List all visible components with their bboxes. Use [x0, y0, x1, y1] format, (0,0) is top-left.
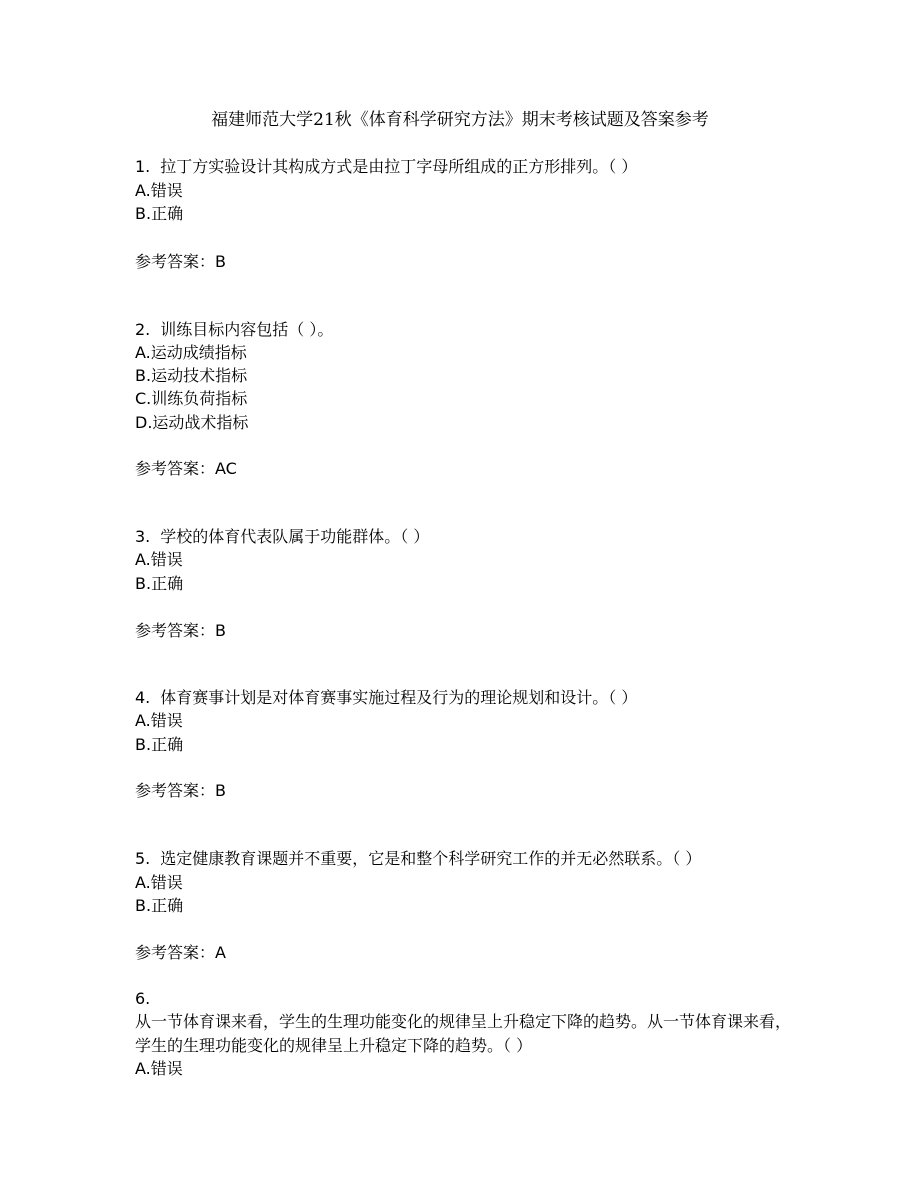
question-text: 体育赛事计划是对体育赛事实施过程及行为的理论规划和设计。（ ） — [160, 688, 638, 707]
question-1-stem — [135, 155, 637, 179]
question-1-answer — [135, 250, 226, 274]
answer-label: 参考答案： — [135, 943, 216, 962]
question-1-option-b: B.正确 — [135, 204, 184, 223]
question-number: 4. — [135, 688, 151, 707]
question-2-option-c: C.训练负荷指标 — [135, 389, 248, 408]
question-2-answer — [135, 457, 237, 481]
question-4-answer — [135, 779, 226, 803]
question-4-stem — [135, 686, 637, 710]
answer-label: 参考答案： — [135, 781, 216, 800]
document-title: 福建师范大学21秋《体育科学研究方法》期末考核试题及答案参考 — [211, 110, 709, 130]
question-4-option-b: B.正确 — [135, 735, 184, 754]
answer-label: 参考答案： — [135, 459, 216, 478]
question-2-option-b: B.运动技术指标 — [135, 366, 248, 385]
question-3-stem — [135, 525, 429, 549]
answer-value: A — [215, 943, 226, 962]
question-6-stem: 从一节体育课来看，学生的生理功能变化的规律呈上升稳定下降的趋势。从一节体育课来看，学生的生理功能变化的规律呈上升稳定下降的趋势。（ ） — [135, 1012, 792, 1055]
question-number: 1. — [135, 157, 151, 176]
answer-value: B — [215, 252, 226, 271]
answer-value: AC — [215, 459, 237, 478]
question-3-option-a: A.错误 — [135, 550, 183, 569]
question-text: 训练目标内容包括（ ）。 — [160, 320, 334, 339]
question-6-option-a: A.错误 — [135, 1059, 183, 1078]
question-text: 选定健康教育课题并不重要，它是和整个科学研究工作的并无必然联系。（ ） — [160, 849, 702, 868]
question-number: 5. — [135, 849, 151, 868]
question-4-option-a: A.错误 — [135, 711, 183, 730]
answer-value: B — [215, 621, 226, 640]
question-5-answer — [135, 941, 226, 965]
answer-label: 参考答案： — [135, 621, 216, 640]
question-5-stem — [135, 847, 701, 871]
answer-label: 参考答案： — [135, 252, 216, 271]
question-number: 2. — [135, 320, 151, 339]
question-2-option-a: A.运动成绩指标 — [135, 343, 247, 362]
question-number: 3. — [135, 527, 151, 546]
question-1-option-a: A.错误 — [135, 181, 183, 200]
question-text: 拉丁方实验设计其构成方式是由拉丁字母所组成的正方形排列。（ ） — [160, 157, 638, 176]
question-text: 学校的体育代表队属于功能群体。（ ） — [160, 527, 430, 546]
question-5-option-b: B.正确 — [135, 896, 184, 915]
answer-value: B — [215, 781, 226, 800]
question-5-option-a: A.错误 — [135, 873, 183, 892]
question-6-number: 6. — [135, 989, 151, 1008]
question-3-option-b: B.正确 — [135, 574, 184, 593]
question-3-answer — [135, 619, 226, 643]
question-2-stem — [135, 318, 333, 342]
question-2-option-d: D.运动战术指标 — [135, 413, 249, 432]
